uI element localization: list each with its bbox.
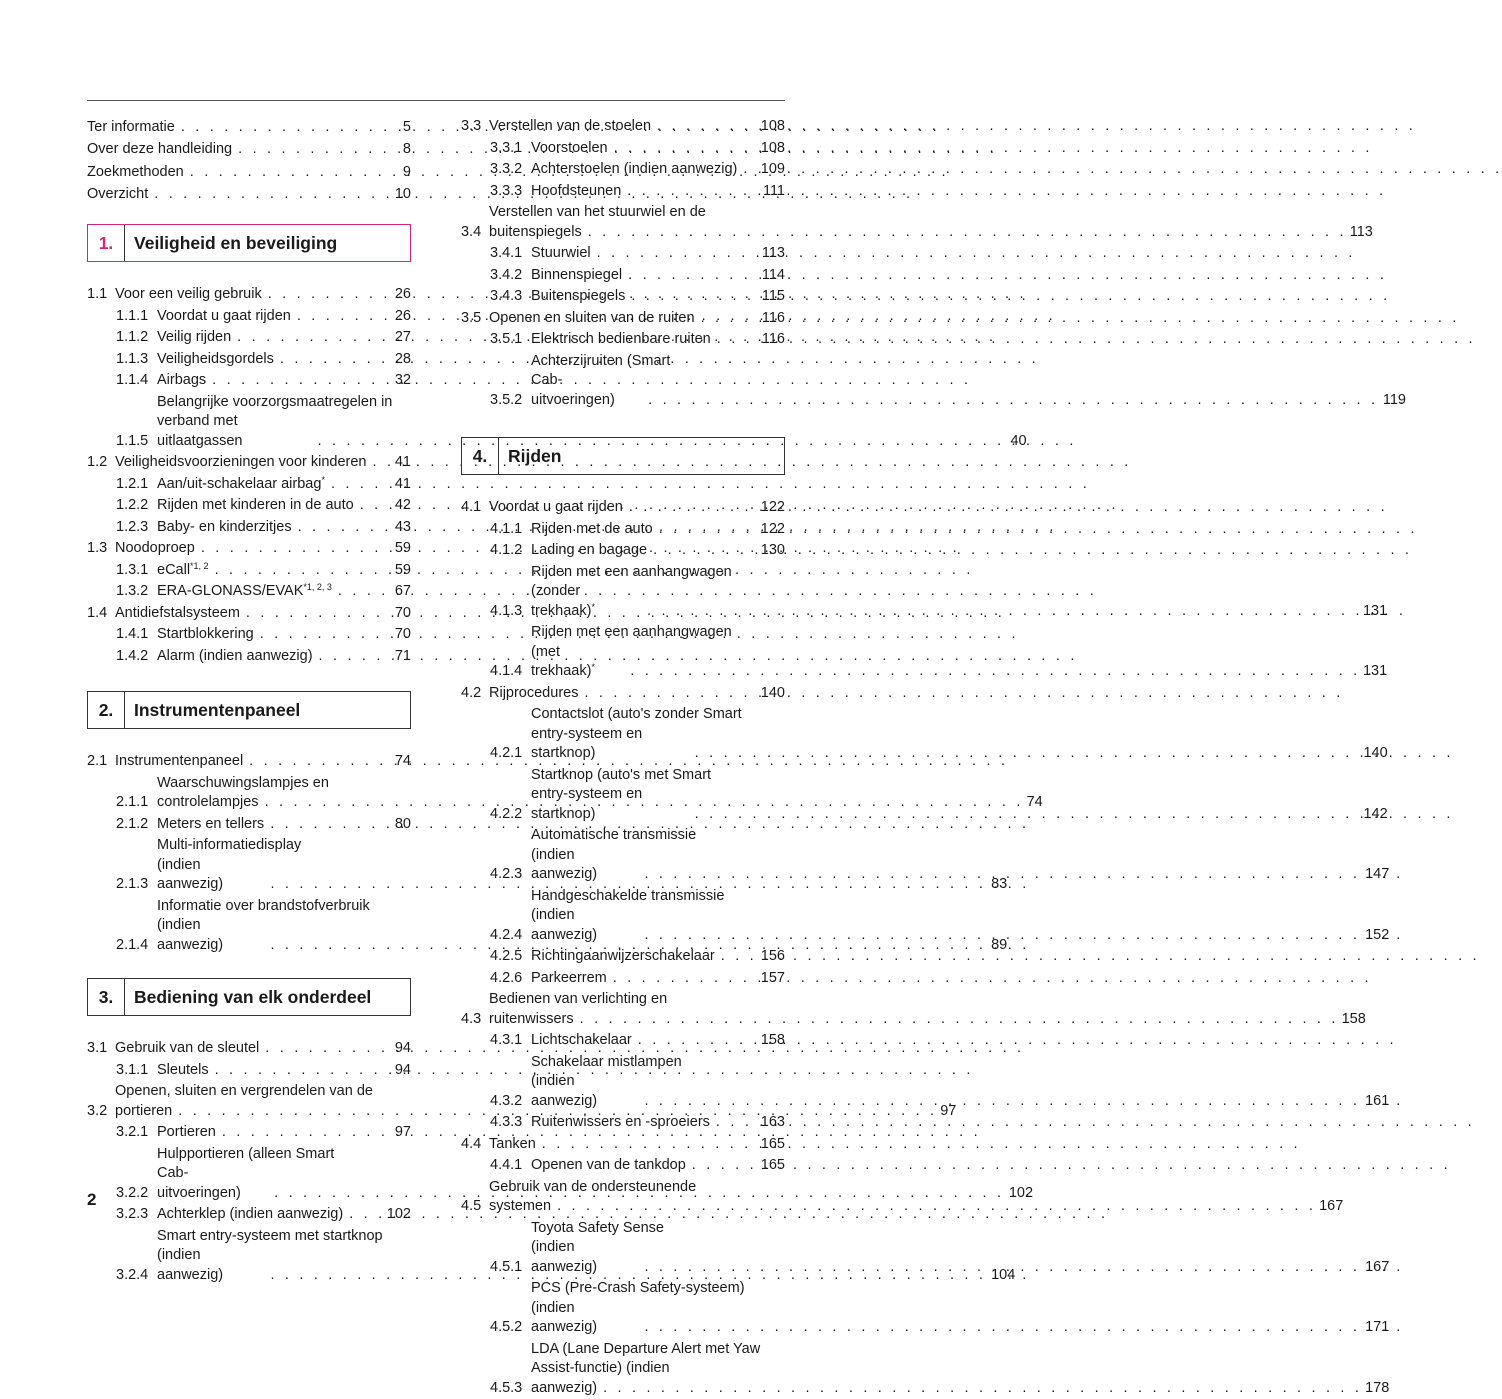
toc-entry[interactable]: 4.2.1 Contactslot (auto's zonder Smart entry-systeem en startknop) . . . 140: [461, 704, 785, 765]
toc-entry[interactable]: 1.2 Veiligheidsvoorzieningen voor kinderen . . . 41: [87, 452, 411, 474]
toc-entry[interactable]: 4.1.3 Rijden met een aanhangwagen (zonder trekhaak)* . . . 131: [461, 562, 785, 623]
toc-entry[interactable]: 1.2.1 Aan/uit-schakelaar airbag* . . . 41: [87, 474, 411, 496]
toc-entry[interactable]: 4.2.2 Startknop (auto's met Smart entry-systeem en startknop) . . . 142: [461, 765, 785, 826]
page-number: 2: [87, 1190, 96, 1210]
toc-entry[interactable]: 3.3.3 Hoofdsteunen . . . 111: [461, 181, 785, 203]
toc-entry[interactable]: 3.5.1 Elektrisch bedienbare ruiten . . . 116: [461, 329, 785, 351]
toc-entry[interactable]: 4.2.5 Richtingaanwijzerschakelaar . . . 156: [461, 946, 785, 968]
toc-entry[interactable]: 1.3 Noodoproep . . . 59: [87, 538, 411, 560]
toc-entry[interactable]: 1.1.3 Veiligheidsgordels . . . 28: [87, 349, 411, 371]
toc-entry[interactable]: Overzicht . . . 10: [87, 184, 411, 207]
toc-entry[interactable]: 3.3.1 Voorstoelen . . . 108: [461, 138, 785, 160]
toc-entry[interactable]: 1.1.4 Airbags . . . 32: [87, 370, 411, 392]
toc-entry[interactable]: 4.5.3 LDA (Lane Departure Alert met Yaw Assist-functie) (indien aanwezig) . . . 178: [461, 1339, 785, 1399]
toc-entry[interactable]: 1.3.2 ERA-GLONASS/EVAK$^{*1, 2, 3}$ . . . 67: [87, 581, 411, 603]
toc-entry[interactable]: 1.1 Voor een veilig gebruik . . . 26: [87, 284, 411, 306]
toc-entry[interactable]: 1.4.2 Alarm (indien aanwezig) . . . 71: [87, 646, 411, 668]
toc-entry[interactable]: Zoekmethoden . . . 9: [87, 161, 411, 184]
toc-entry[interactable]: 3.5 Openen en sluiten van de ruiten . . . 116: [461, 308, 785, 330]
toc-entry[interactable]: 3.4.1 Stuurwiel . . . 113: [461, 243, 785, 265]
toc-entry[interactable]: 2.1.4 Informatie over brandstofverbruik (indien aanwezig) . . . 89: [87, 896, 411, 957]
toc-entry[interactable]: 4.4 Tanken . . . 165: [461, 1134, 785, 1156]
toc-entry[interactable]: 2.1.2 Meters en tellers . . . 80: [87, 814, 411, 836]
chapter-4-heading[interactable]: 4. Rijden: [461, 437, 785, 475]
toc-entry[interactable]: 3.3.2 Achterstoelen (indien aanwezig) . . . 109: [461, 159, 785, 181]
toc-entry[interactable]: 4.5.2 PCS (Pre-Crash Safety-systeem) (indien aanwezig) . . . 171: [461, 1278, 785, 1339]
toc-entry[interactable]: 4.2.6 Parkeerrem . . . 157: [461, 968, 785, 990]
toc-entry[interactable]: 1.3.1 eCall$^{*1, 2}$ . . . 59: [87, 560, 411, 582]
toc-entry[interactable]: 2.1.3 Multi-informatiedisplay (indien aanwezig) . . . 83: [87, 835, 411, 896]
toc-entry[interactable]: 4.3.3 Ruitenwissers en -sproeiers . . . 163: [461, 1112, 785, 1134]
toc-entry[interactable]: 2.1.1 Waarschuwingslampjes en controlelampjes . . . 74: [87, 773, 411, 814]
toc-entry[interactable]: 4.1.4 Rijden met een aanhangwagen (met trekhaak)* . . . 131: [461, 622, 785, 683]
toc-right-column: [461, 116, 785, 1399]
toc-entry[interactable]: 3.4.2 Binnenspiegel . . . 114: [461, 265, 785, 287]
toc-entry[interactable]: 1.4 Antidiefstalsysteem . . . 70: [87, 603, 411, 625]
toc-entry[interactable]: 3.1 Gebruik van de sleutel . . . 94: [87, 1038, 411, 1060]
chapter-2-heading[interactable]: 2. Instrumentenpaneel: [87, 691, 411, 729]
toc-entry[interactable]: 4.2.4 Handgeschakelde transmissie (indien aanwezig) . . . 152: [461, 886, 785, 947]
toc-entry[interactable]: 1.2.3 Baby- en kinderzitjes . . . 43: [87, 517, 411, 539]
header-rule: [87, 100, 785, 101]
toc-entry[interactable]: 3.4.3 Buitenspiegels . . . 115: [461, 286, 785, 308]
intro-list: [87, 116, 411, 206]
toc-entry[interactable]: 2.1 Instrumentenpaneel . . . 74: [87, 751, 411, 773]
toc-entry[interactable]: 4.3.1 Lichtschakelaar . . . 158: [461, 1030, 785, 1052]
toc-entry[interactable]: 3.2.4 Smart entry-systeem met startknop (indien aanwezig) . . . 104: [87, 1226, 411, 1287]
toc-entry[interactable]: 4.5 Gebruik van de ondersteunende systemen . . . 167: [461, 1177, 785, 1218]
toc-entry[interactable]: 4.2 Rijprocedures . . . 140: [461, 683, 785, 705]
toc-entry[interactable]: 1.1.1 Voordat u gaat rijden . . . 26: [87, 306, 411, 328]
toc-entry[interactable]: 3.5.2 Achterzijruiten (Smart Cab-uitvoeringen) . . . 119: [461, 351, 785, 412]
toc-entry[interactable]: 4.5.1 Toyota Safety Sense (indien aanwezig) . . . 167: [461, 1218, 785, 1279]
toc-entry[interactable]: 3.2 Openen, sluiten en vergrendelen van de portieren . . . 97: [87, 1081, 411, 1122]
toc-entry[interactable]: 3.3 Verstellen van de stoelen . . . 108: [461, 116, 785, 138]
toc-entry[interactable]: 1.1.2 Veilig rijden . . . 27: [87, 327, 411, 349]
toc-entry[interactable]: 4.4.1 Openen van de tankdop . . . 165: [461, 1155, 785, 1177]
toc-entry[interactable]: 1.2.2 Rijden met kinderen in de auto . . . 42: [87, 495, 411, 517]
toc-entry[interactable]: 4.1 Voordat u gaat rijden . . . 122: [461, 497, 785, 519]
toc-entry[interactable]: 4.2.3 Automatische transmissie (indien aanwezig) . . . 147: [461, 825, 785, 886]
toc-entry[interactable]: Over deze handleiding . . . 8: [87, 139, 411, 162]
toc-left-column: [87, 116, 411, 1286]
toc-entry[interactable]: 3.2.2 Hulpportieren (alleen Smart Cab-uitvoeringen) . . . 102: [87, 1144, 411, 1205]
toc-entry[interactable]: 3.2.1 Portieren . . . 97: [87, 1122, 411, 1144]
toc-entry[interactable]: 1.4.1 Startblokkering . . . 70: [87, 624, 411, 646]
toc-entry[interactable]: 3.2.3 Achterklep (indien aanwezig) . . . 102: [87, 1204, 411, 1226]
toc-entry[interactable]: 3.1.1 Sleutels . . . 94: [87, 1060, 411, 1082]
toc-entry[interactable]: 3.4 Verstellen van het stuurwiel en de buitenspiegels . . . 113: [461, 202, 785, 243]
toc-entry[interactable]: 4.1.1 Rijden met de auto . . . 122: [461, 519, 785, 541]
toc-entry[interactable]: 4.3 Bedienen van verlichting en ruitenwissers . . . 158: [461, 989, 785, 1030]
toc-entry[interactable]: 4.3.2 Schakelaar mistlampen (indien aanwezig) . . . 161: [461, 1052, 785, 1113]
toc-entry[interactable]: 4.1.2 Lading en bagage . . . 130: [461, 540, 785, 562]
toc-entry[interactable]: 1.1.5 Belangrijke voorzorgsmaatregelen in verband met uitlaatgassen . . . 40: [87, 392, 411, 453]
chapter-3-heading[interactable]: 3. Bediening van elk onderdeel: [87, 978, 411, 1016]
chapter-1-heading[interactable]: 1. Veiligheid en beveiliging: [87, 224, 411, 262]
toc-entry[interactable]: Ter informatie . . . 5: [87, 116, 411, 139]
